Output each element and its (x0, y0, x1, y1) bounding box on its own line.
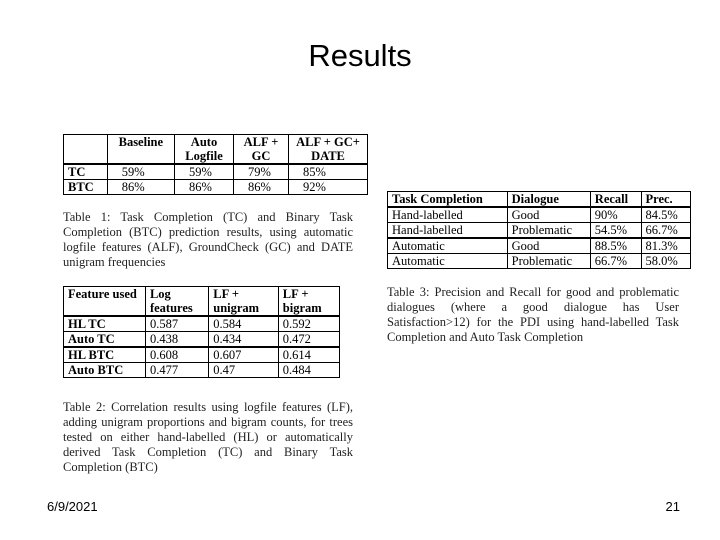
header-cell: Log features (145, 287, 208, 317)
table-cell: 66.7% (641, 223, 691, 239)
header-cell: ALF + GC (234, 135, 289, 165)
row-label: BTC (64, 180, 108, 195)
header-cell: Dialogue (507, 192, 590, 208)
table-cell: 0.608 (145, 347, 208, 363)
table-header-row (388, 192, 691, 208)
table-header-row (64, 135, 368, 165)
table-cell: Problematic (507, 254, 590, 269)
table-cell: 66.7% (590, 254, 641, 269)
table-cell: 58.0% (641, 254, 691, 269)
table-1-caption: Table 1: Task Completion (TC) and Binary Task Completion (BTC) prediction results, using automatic logfile features (ALF), GroundCheck (GC) and DATE unigram frequencies (63, 210, 353, 269)
table-cell: 81.3% (641, 238, 691, 254)
header-cell: LF + bigram (278, 287, 339, 317)
table-row (64, 164, 368, 180)
row-label: HL BTC (64, 347, 146, 363)
table-3-caption: Table 3: Precision and Recall for good and problematic dialogues (where a good dialogue has User Satisfaction>12) for the PDI using hand-labelled Task Completion and Auto Task Completion (387, 285, 679, 344)
table-cell: 79% (234, 164, 289, 180)
table-row (388, 254, 691, 269)
header-cell: Baseline (107, 135, 174, 165)
table-3-precision-recall (387, 191, 691, 269)
page-number: 21 (665, 499, 680, 514)
table-cell: 86% (107, 180, 174, 195)
table-cell: 92% (289, 180, 368, 195)
header-cell: ALF + GC+ DATE (289, 135, 368, 165)
slide-title: Results (308, 38, 412, 73)
table-row (388, 223, 691, 239)
table-cell: 86% (175, 180, 234, 195)
table-row (388, 207, 691, 223)
row-label: Auto TC (64, 332, 146, 348)
table-cell: 59% (107, 164, 174, 180)
table-cell: 0.47 (209, 363, 279, 378)
footer-date: 6/9/2021 (47, 499, 98, 514)
header-cell: Recall (590, 192, 641, 208)
table-cell: 0.584 (209, 316, 279, 332)
table-row (64, 347, 340, 363)
table-cell: 0.484 (278, 363, 339, 378)
table-cell: Hand-labelled (388, 207, 508, 223)
table-cell: 54.5% (590, 223, 641, 239)
header-cell: Feature used (64, 287, 146, 317)
table-cell: 84.5% (641, 207, 691, 223)
table-cell: 88.5% (590, 238, 641, 254)
table-cell: Automatic (388, 254, 508, 269)
header-cell: Task Completion (388, 192, 508, 208)
table-cell: Hand-labelled (388, 223, 508, 239)
table-row (64, 316, 340, 332)
row-label: HL TC (64, 316, 146, 332)
table-cell: Good (507, 207, 590, 223)
header-cell (64, 135, 108, 165)
table-cell: Good (507, 238, 590, 254)
table-row (64, 363, 340, 378)
table-2-caption: Table 2: Correlation results using logfile features (LF), adding unigram proportions and bigram counts, for trees tested on either hand-labelled (HL) or automatically derived Task Completion (TC) and Binary Task Completion (BTC) (63, 400, 353, 474)
header-cell: Prec. (641, 192, 691, 208)
table-row (64, 180, 368, 195)
row-label: Auto BTC (64, 363, 146, 378)
table-cell: 0.607 (209, 347, 279, 363)
table-cell: 0.472 (278, 332, 339, 348)
row-label: TC (64, 164, 108, 180)
table-cell: Automatic (388, 238, 508, 254)
table-row (388, 238, 691, 254)
table-cell: 85% (289, 164, 368, 180)
table-cell: 0.477 (145, 363, 208, 378)
table-cell: 0.587 (145, 316, 208, 332)
table-cell: 0.592 (278, 316, 339, 332)
table-header-row (64, 287, 340, 317)
table-cell: 90% (590, 207, 641, 223)
table-cell: 59% (175, 164, 234, 180)
table-cell: Problematic (507, 223, 590, 239)
table-row (64, 332, 340, 348)
table-2-correlation-results (63, 286, 340, 378)
header-cell: Auto Logfile (175, 135, 234, 165)
header-cell: LF + unigram (209, 287, 279, 317)
table-cell: 0.434 (209, 332, 279, 348)
table-cell: 86% (234, 180, 289, 195)
table-1-prediction-results (63, 134, 368, 195)
table-cell: 0.614 (278, 347, 339, 363)
table-cell: 0.438 (145, 332, 208, 348)
